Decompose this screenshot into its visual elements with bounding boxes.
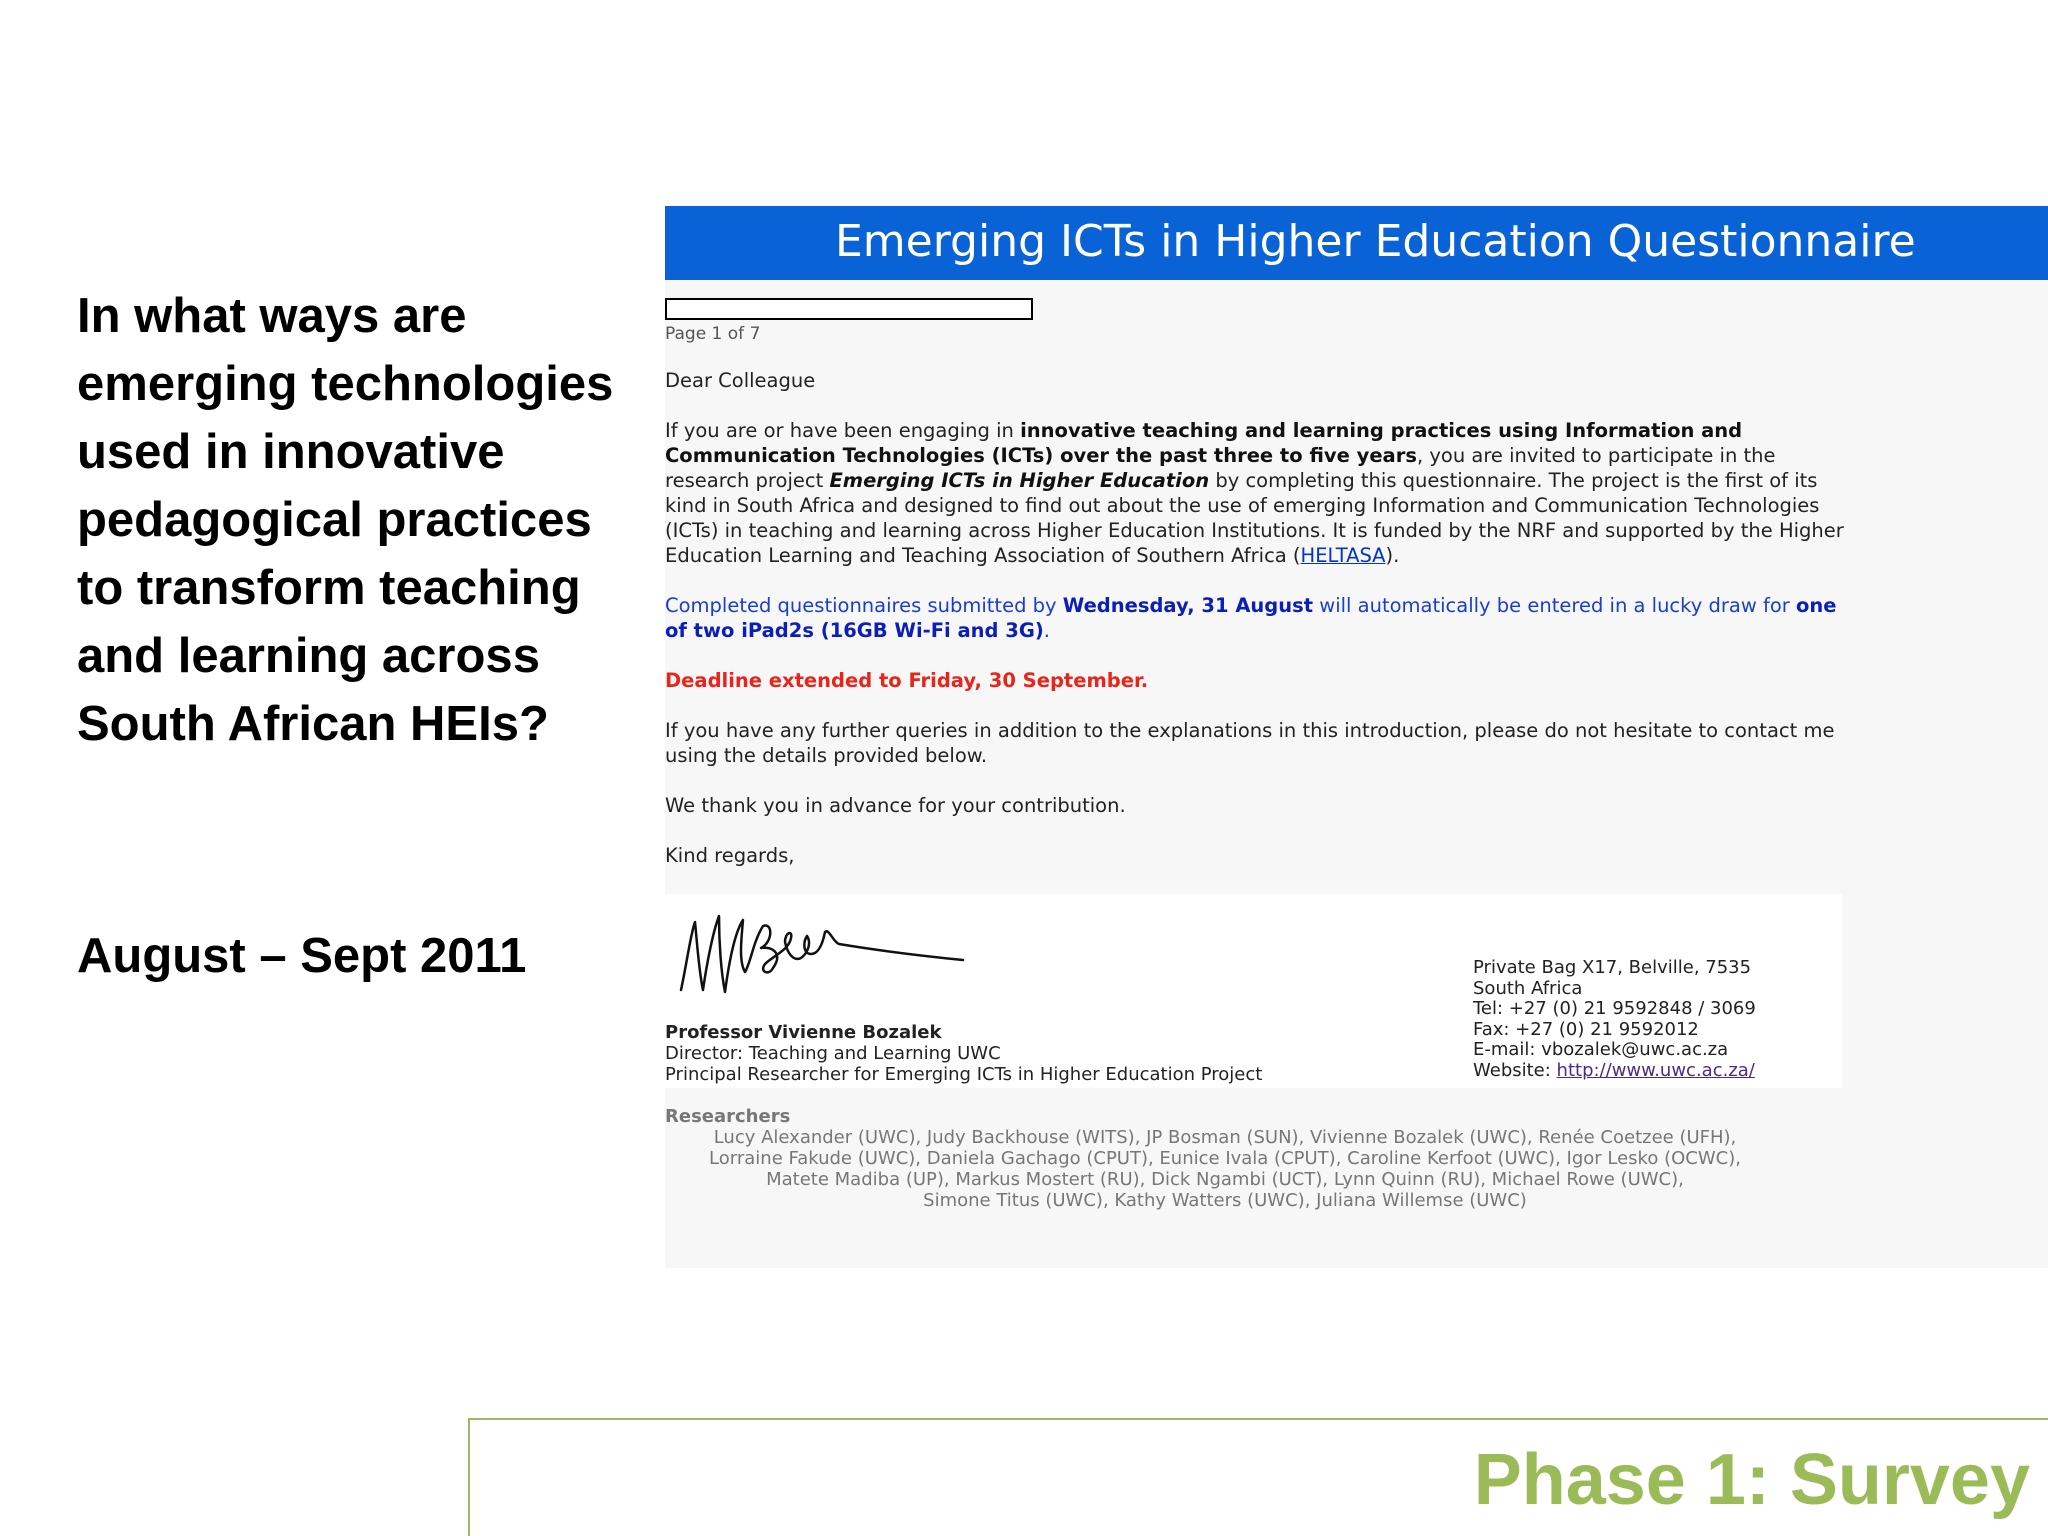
slide-date: August – Sept 2011: [77, 929, 527, 983]
questionnaire-screenshot: [665, 206, 2048, 1268]
page-indicator: Page 1 of 7: [665, 324, 761, 344]
questionnaire-banner: [665, 206, 2048, 280]
signature-panel: [665, 894, 1842, 1088]
heltasa-link[interactable]: HELTASA: [1300, 544, 1386, 567]
website-label: Website:: [1473, 1059, 1557, 1081]
lucky-text-c: will automatically be entered in a lucky draw for: [1313, 594, 1796, 617]
signatory-role-1: Director: Teaching and Learning UWC: [665, 1043, 1001, 1064]
regards: Kind regards,: [665, 844, 795, 867]
signatory-name: Professor Vivienne Bozalek: [665, 1022, 942, 1043]
researchers-block: [665, 1106, 1785, 1211]
signature-image: [673, 902, 973, 1012]
signatory-block: [665, 1022, 1262, 1085]
address-line-1: Private Bag X17, Belville, 7535: [1473, 957, 1752, 978]
greeting: Dear Colleague: [665, 369, 816, 392]
email: E-mail: vbozalek@uwc.ac.za: [1473, 1039, 1729, 1060]
intro-text-a: If you are or have been engaging in: [665, 419, 1021, 442]
lucky-text-e: .: [1043, 619, 1050, 642]
banner-title: Emerging ICTs in Higher Education Questionnaire: [835, 216, 1916, 267]
researchers-line-1: Lucy Alexander (UWC), Judy Backhouse (WITS), JP Bosman (SUN), Vivienne Bozalek (UWC), Renée Coetzee (UFH),: [713, 1127, 1737, 1148]
intro-text-d: Emerging ICTs in Higher Education: [829, 469, 1210, 492]
lucky-text-a: Completed questionnaires submitted by: [665, 594, 1063, 617]
researchers-heading: Researchers: [665, 1106, 791, 1127]
researchers-line-3: Matete Madiba (UP), Markus Mostert (RU), Dick Ngambi (UCT), Lynn Quinn (RU), Michael Rowe (UWC),: [766, 1169, 1684, 1190]
researchers-line-4: Simone Titus (UWC), Kathy Watters (UWC), Juliana Willemse (UWC): [923, 1190, 1527, 1211]
website-link[interactable]: http://www.uwc.ac.za/: [1556, 1059, 1755, 1081]
intro-paragraph: [665, 418, 1865, 568]
progress-bar: [665, 298, 1033, 320]
intro-text-b: innovative teaching and learning practices using Information and Communication Technologies (ICTs) over the past three to five years: [665, 419, 1743, 467]
intro-text-e: by completing this questionnaire. The project is the first of its kind in South Africa and designed to find out about the use of emerging Information and Communication Technologies (ICTs) in teaching and learning across Higher Education Institutions. It is funded by the NRF and supported by the Higher Education Learning and Teaching Association of Southern Africa (: [665, 469, 1844, 567]
address-line-2: South Africa: [1473, 977, 1583, 999]
signatory-role-2: Principal Researcher for Emerging ICTs in Higher Education Project: [665, 1064, 1263, 1085]
footer-title: Phase 1: Survey: [1473, 1440, 2030, 1520]
fax: Fax: +27 (0) 21 9592012: [1473, 1018, 1699, 1040]
researchers-line-2: Lorraine Fakude (UWC), Daniela Gachago (CPUT), Eunice Ivala (CPUT), Caroline Kerfoot (UWC), Igor Lesko (OCWC),: [709, 1148, 1741, 1169]
intro-text-f: ).: [1385, 544, 1400, 567]
lucky-text-b: Wednesday, 31 August: [1062, 594, 1314, 617]
contact-block: [1473, 958, 1756, 1081]
thanks-paragraph: We thank you in advance for your contribution.: [665, 794, 1126, 817]
website-line: [1473, 1061, 1756, 1082]
telephone: Tel: +27 (0) 21 9592848 / 3069: [1473, 998, 1756, 1019]
queries-paragraph: If you have any further queries in addition to the explanations in this introduction, please do not hesitate to contact me using the details provided below.: [665, 719, 1835, 767]
slide-question: In what ways are emerging technologies used in innovative pedagogical practices to transform teaching and learning across South African HEIs?: [77, 289, 614, 751]
lucky-draw-paragraph: [665, 593, 1865, 643]
deadline-notice: Deadline extended to Friday, 30 September.: [665, 669, 1149, 692]
intro-text-c: , you are invited to participate in the research project: [665, 444, 1776, 492]
lucky-text-d: one of two iPad2s (16GB Wi-Fi and 3G): [665, 594, 1837, 642]
